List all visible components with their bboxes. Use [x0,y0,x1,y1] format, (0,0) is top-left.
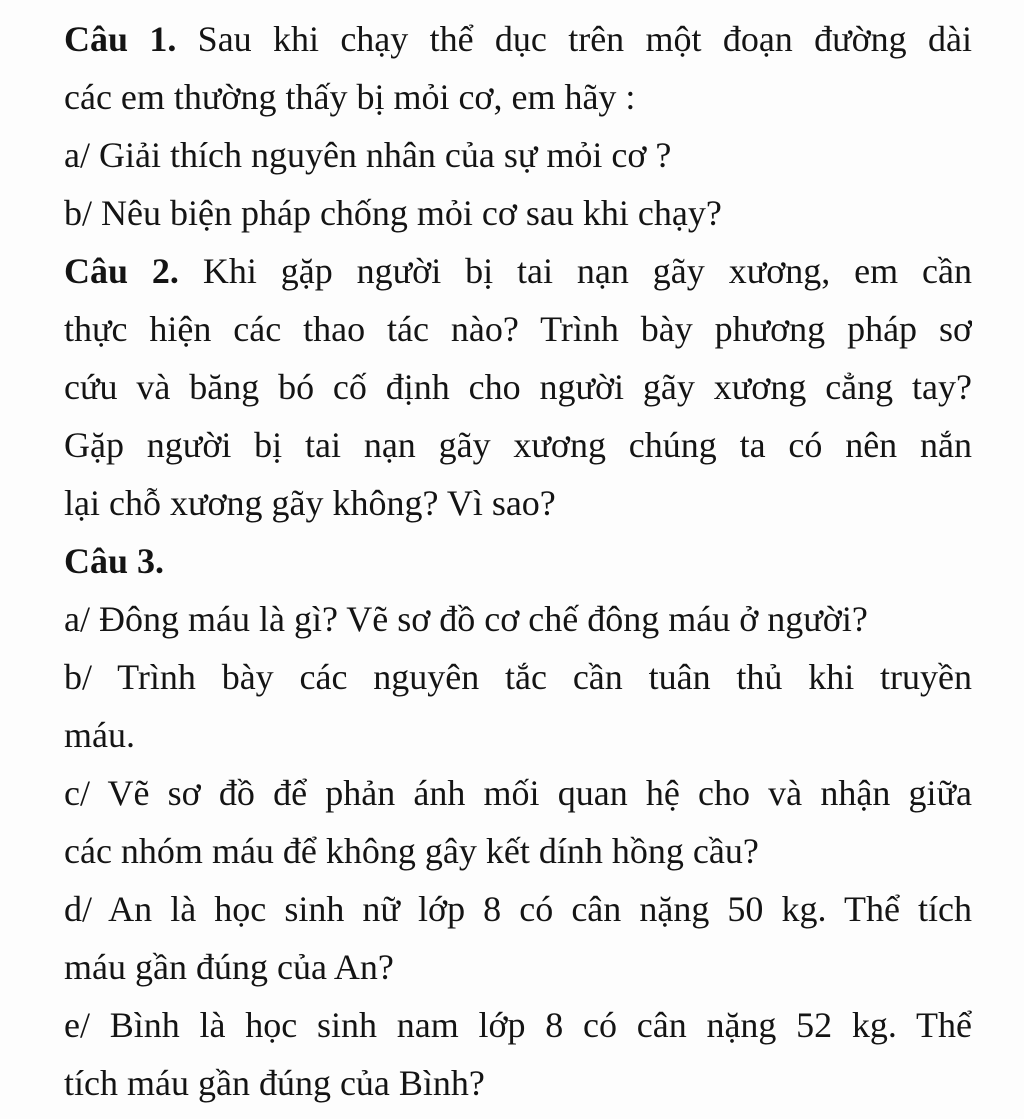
q3-part-e-line-1: e/ Bình là học sinh nam lớp 8 có cân nặng 52 kg. Thể [64,1005,972,1045]
q1-part-b: b/ Nêu biện pháp chống mỏi cơ sau khi chạy? [64,193,722,233]
q3-part-e-line-2: tích máu gần đúng của Bình? [64,1063,485,1103]
q3-title: Câu 3. [64,541,165,581]
q3-part-c-line-1: c/ Vẽ sơ đồ để phản ánh mối quan hệ cho và nhận giữa [64,773,972,813]
q2-line-2: thực hiện các thao tác nào? Trình bày phương pháp sơ [64,309,972,349]
q2-text-1: Khi gặp người bị tai nạn gãy xương, em cần [202,251,972,291]
q1-text-1: Sau khi chạy thể dục trên một đoạn đường dài [197,19,972,59]
q2-line-5: lại chỗ xương gãy không? Vì sao? [64,483,556,523]
q2-line-1 [64,242,972,300]
q1-line-1 [64,10,972,68]
q1-line-2: các em thường thấy bị mỏi cơ, em hãy : [64,77,636,117]
q2-line-3: cứu và băng bó cố định cho người gãy xương cẳng tay? [64,367,972,407]
q1-title: Câu 1. [64,19,177,59]
q3-part-c-line-2: các nhóm máu để không gây kết dính hồng cầu? [64,831,759,871]
q3-part-a: a/ Đông máu là gì? Vẽ sơ đồ cơ chế đông máu ở người? [64,599,868,639]
q2-title: Câu 2. [64,251,179,291]
q3-part-d-line-2: máu gần đúng của An? [64,947,394,987]
q3-part-b-line-2: máu. [64,715,135,755]
q3-part-d-line-1: d/ An là học sinh nữ lớp 8 có cân nặng 50 kg. Thể tích [64,889,972,929]
q2-line-4: Gặp người bị tai nạn gãy xương chúng ta có nên nắn [64,425,972,465]
q1-part-a: a/ Giải thích nguyên nhân của sự mỏi cơ ? [64,135,672,175]
q3-part-b-line-1: b/ Trình bày các nguyên tắc cần tuân thủ khi truyền [64,657,972,697]
